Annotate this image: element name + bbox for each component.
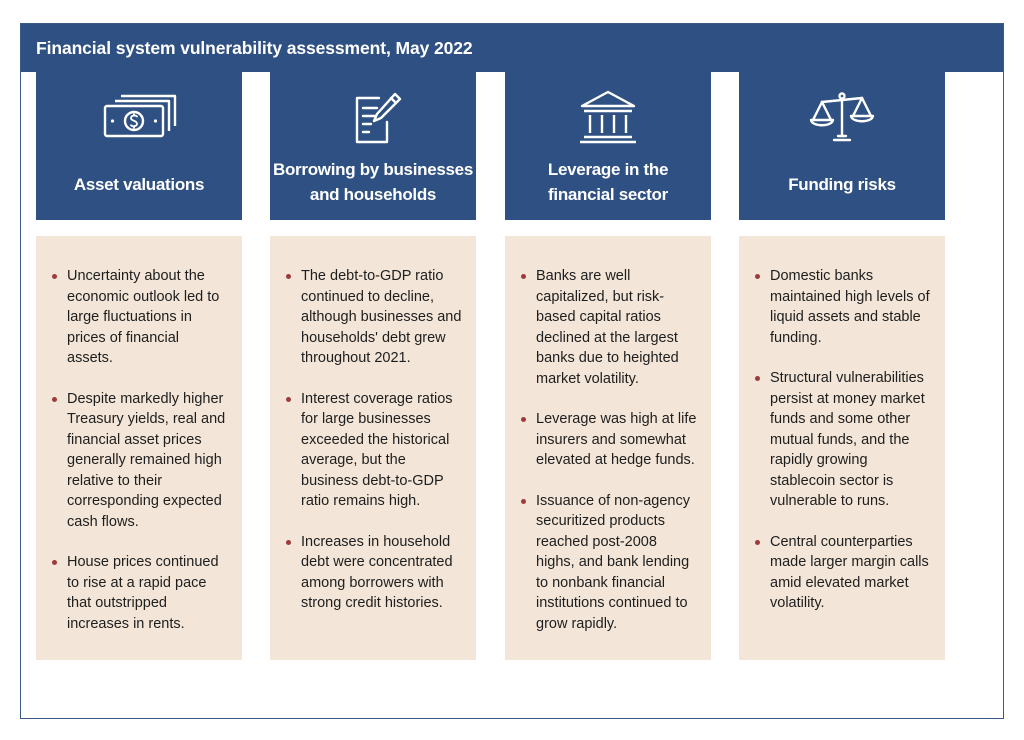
bullet-dot	[286, 540, 291, 545]
bullet-item: House prices continued to rise at a rapid pace that outstripped increases in rents.	[50, 552, 228, 634]
column-title: Leverage in the financial sector	[547, 160, 669, 204]
bullet-item: Interest coverage ratios for large businesses exceeded the historical average, but the business debt-to-GDP ratio remains high.	[284, 389, 462, 512]
bullet-dot	[52, 274, 57, 279]
bullet-dot	[52, 397, 57, 402]
bullet-item: Despite markedly higher Treasury yields, real and financial asset prices generally remained high relative to their corresponding expected cash flows.	[50, 389, 228, 533]
bullet-item: Structural vulnerabilities persist at money market funds and some other mutual funds, and the rapidly growing stablecoin sector is vulnerable to runs.	[753, 368, 931, 512]
bullet-dot	[521, 274, 526, 279]
bullet-dot	[52, 560, 57, 565]
document-pen-icon	[333, 86, 413, 146]
column-header	[739, 64, 945, 220]
column-header	[36, 64, 242, 220]
bullet-item: Issuance of non-agency securitized products reached post-2008 highs, and bank lending to nonbank financial institutions continued to grow rapidly.	[519, 491, 697, 635]
bullet-item: Domestic banks maintained high levels of liquid assets and stable funding.	[753, 266, 931, 348]
column-title: Funding risks	[788, 175, 896, 194]
bullet-dot	[286, 274, 291, 279]
column-header	[270, 64, 476, 220]
bullet-dot	[755, 376, 760, 381]
column-header	[505, 64, 711, 220]
bullet-item: The debt-to-GDP ratio continued to decline, although businesses and households' debt grew throughout 2021.	[284, 266, 462, 369]
bullet-item: Central counterparties made larger margin calls amid elevated market volatility.	[753, 532, 931, 614]
bullet-dot	[521, 417, 526, 422]
bank-building-icon	[568, 86, 648, 146]
balance-scale-icon	[802, 86, 882, 146]
bullet-item: Banks are well capitalized, but risk-based capital ratios declined at the largest banks due to heighted market volatility.	[519, 266, 697, 389]
bullet-dot	[755, 540, 760, 545]
money-icon	[99, 86, 179, 146]
page-title: Financial system vulnerability assessment, May 2022	[21, 24, 1003, 72]
column-body	[739, 236, 945, 660]
bullet-item: Uncertainty about the economic outlook led to large fluctuations in prices of financial assets.	[50, 266, 228, 369]
bullet-item: Increases in household debt were concentrated among borrowers with strong credit histories.	[284, 532, 462, 614]
bullet-dot	[755, 274, 760, 279]
column-title: Borrowing by businesses and households	[273, 160, 473, 204]
bullet-dot	[286, 397, 291, 402]
column-title: Asset valuations	[73, 175, 205, 194]
column-body	[36, 236, 242, 660]
bullet-item: Leverage was high at life insurers and somewhat elevated at hedge funds.	[519, 409, 697, 471]
column-body	[505, 236, 711, 660]
bullet-dot	[521, 499, 526, 504]
column-body	[270, 236, 476, 660]
